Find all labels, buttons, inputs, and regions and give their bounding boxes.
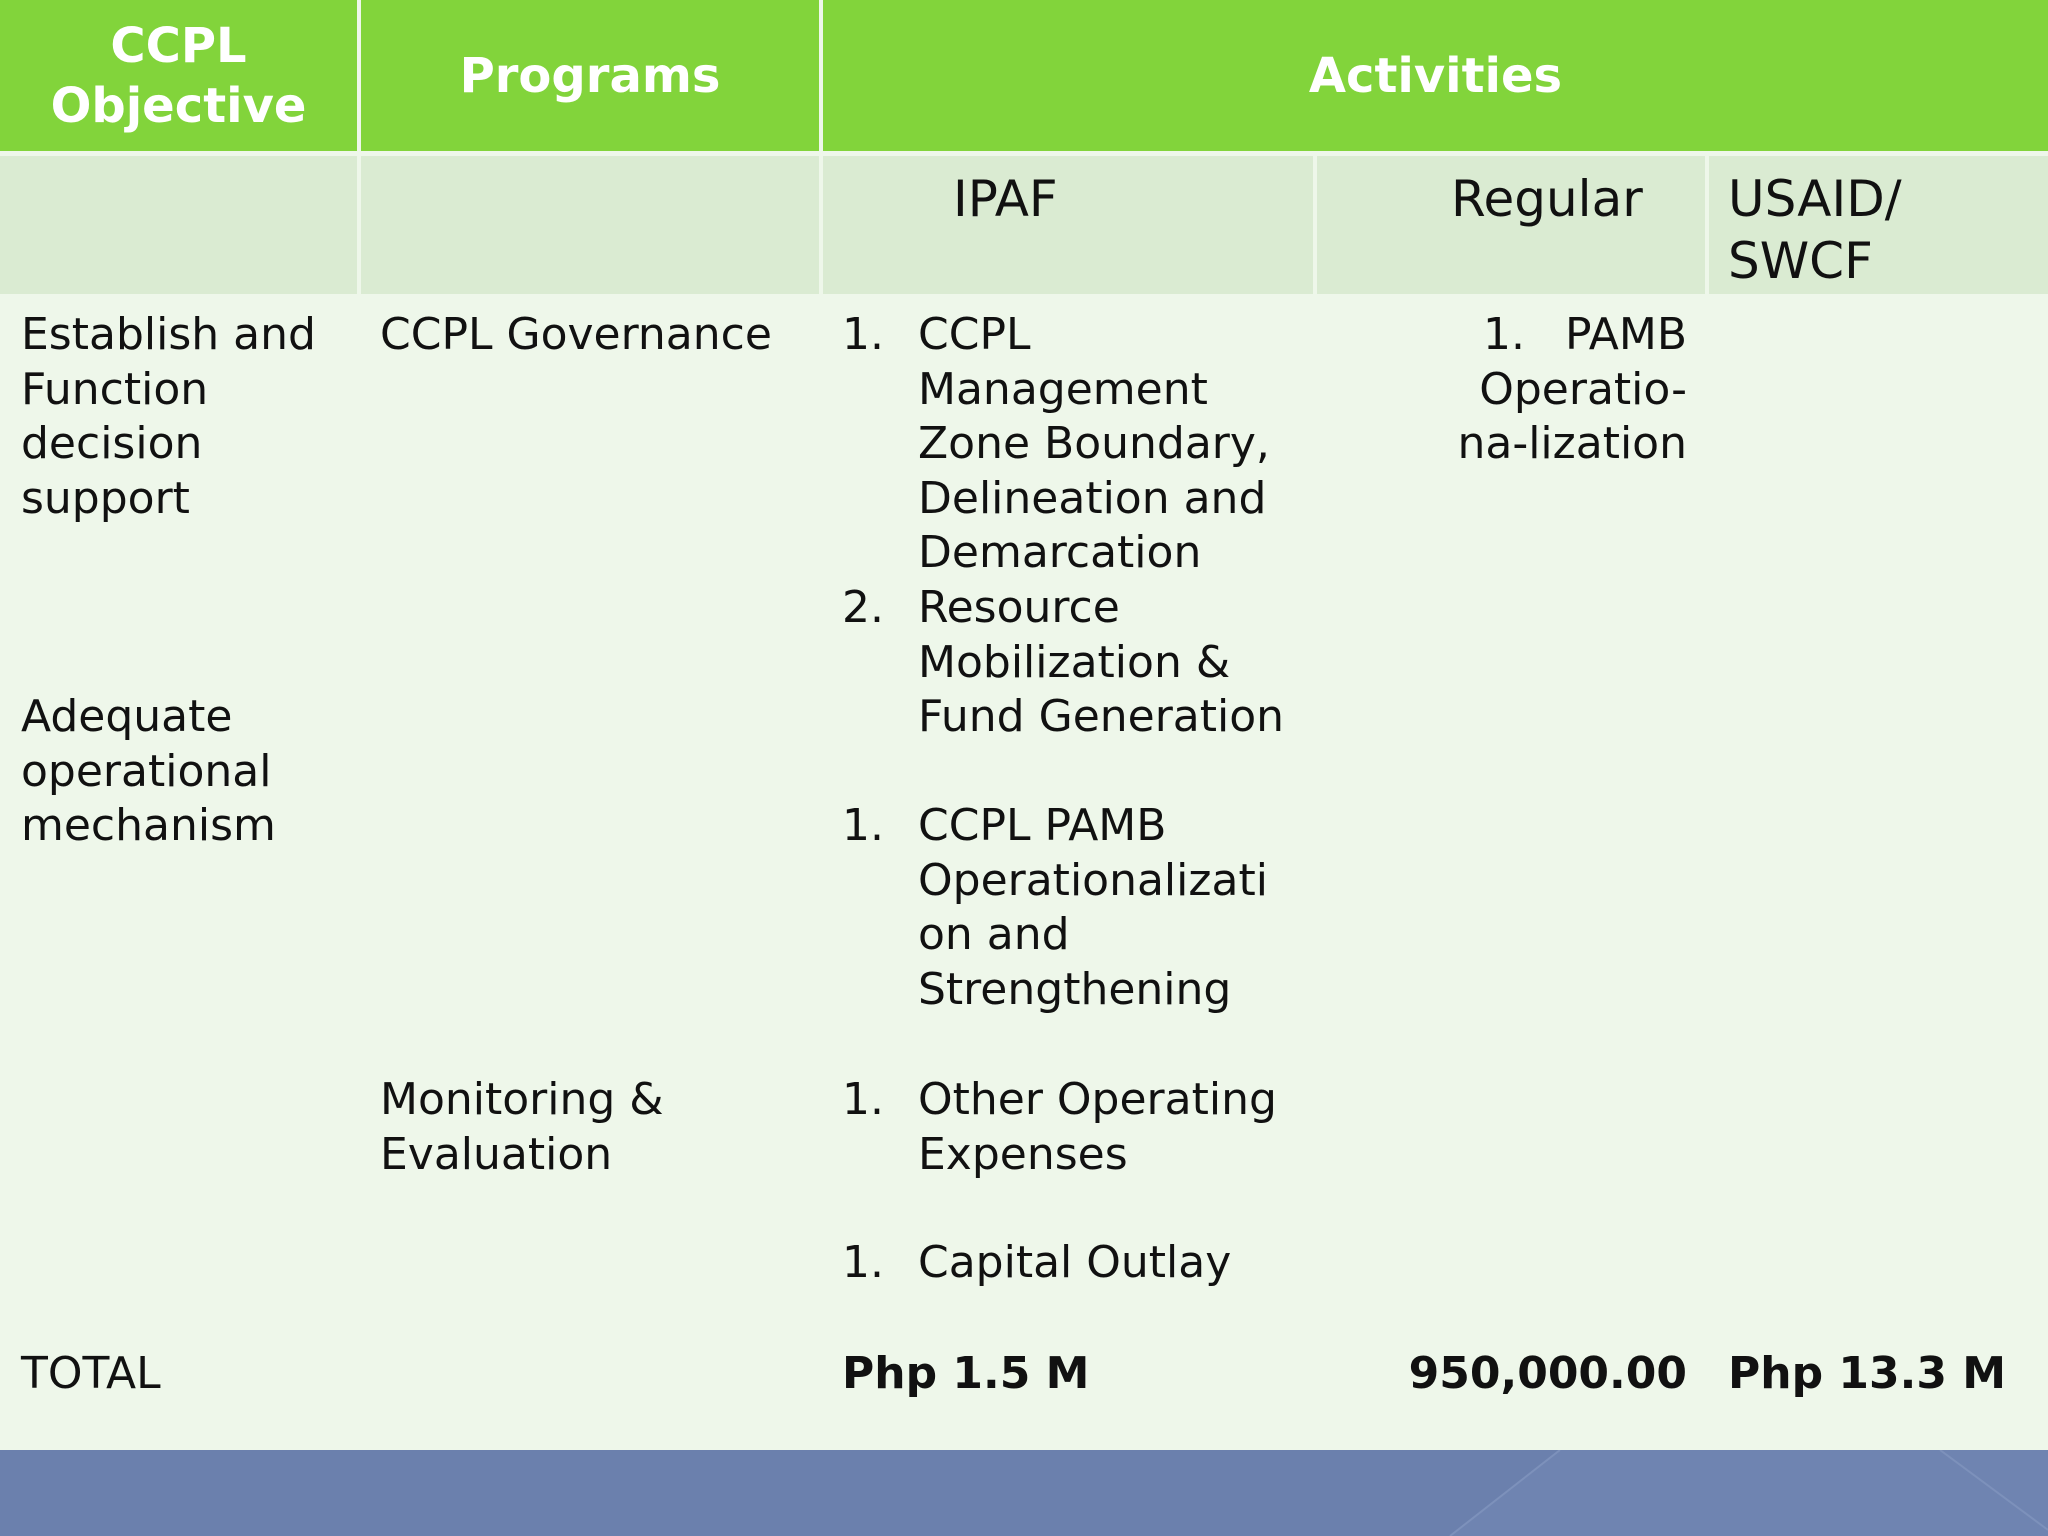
subheader-regular-label: Regular (1451, 170, 1643, 228)
subheader-programs-empty (361, 156, 819, 294)
ipaf-item-3-number: 1. (842, 800, 884, 851)
ipaf-item-5-number: 1. (842, 1237, 884, 1288)
program-monitoring: Monitoring & Evaluation (380, 1074, 664, 1180)
regular-column (1317, 298, 1705, 1450)
objective-1: Establish and Function decision support (21, 309, 316, 524)
regular-item-number: 1. (1483, 309, 1525, 360)
regular-item-text: PAMB Operatio- na-lization (1457, 309, 1687, 469)
footer-decoration (0, 1450, 2048, 1536)
header-objective: CCPL Objective (0, 0, 357, 151)
header-activities: Activities (823, 0, 2048, 151)
total-regular: 950,000.00 (1408, 1348, 1687, 1399)
subheader-usaid (1709, 156, 2048, 294)
program-governance: CCPL Governance (380, 309, 772, 360)
subheader-ipaf (823, 156, 1313, 294)
programs-column (361, 298, 819, 1450)
ipaf-column (823, 298, 1313, 1450)
ipaf-item-2-text: Resource Mobilization & Fund Generation (918, 582, 1285, 742)
ipaf-item-5-text: Capital Outlay (918, 1237, 1232, 1288)
footer-band (0, 1450, 2048, 1536)
subheader-ipaf-label: IPAF (953, 170, 1058, 228)
ipaf-item-3-text: CCPL PAMB Operationalizati on and Strengthening (918, 800, 1268, 1015)
ipaf-item-4-number: 1. (842, 1074, 884, 1125)
ipaf-item-1-number: 1. (842, 309, 884, 360)
total-label: TOTAL (21, 1348, 161, 1399)
total-usaid: Php 13.3 M (1728, 1348, 2007, 1399)
header-programs: Programs (361, 0, 819, 151)
ipaf-item-1-text: CCPL Management Zone Boundary, Delineation and Demarcation (918, 309, 1270, 578)
ipaf-item-4-text: Other Operating Expenses (918, 1074, 1277, 1180)
objectives-column (0, 298, 357, 1450)
ipaf-item-2-number: 2. (842, 582, 884, 633)
objective-2: Adequate operational mechanism (21, 691, 276, 851)
subheader-usaid-label: USAID/ SWCF (1728, 170, 1902, 290)
total-ipaf: Php 1.5 M (842, 1348, 1090, 1399)
subheader-objective-empty (0, 156, 357, 294)
subheader-regular (1317, 156, 1705, 294)
usaid-column (1709, 298, 2048, 1450)
